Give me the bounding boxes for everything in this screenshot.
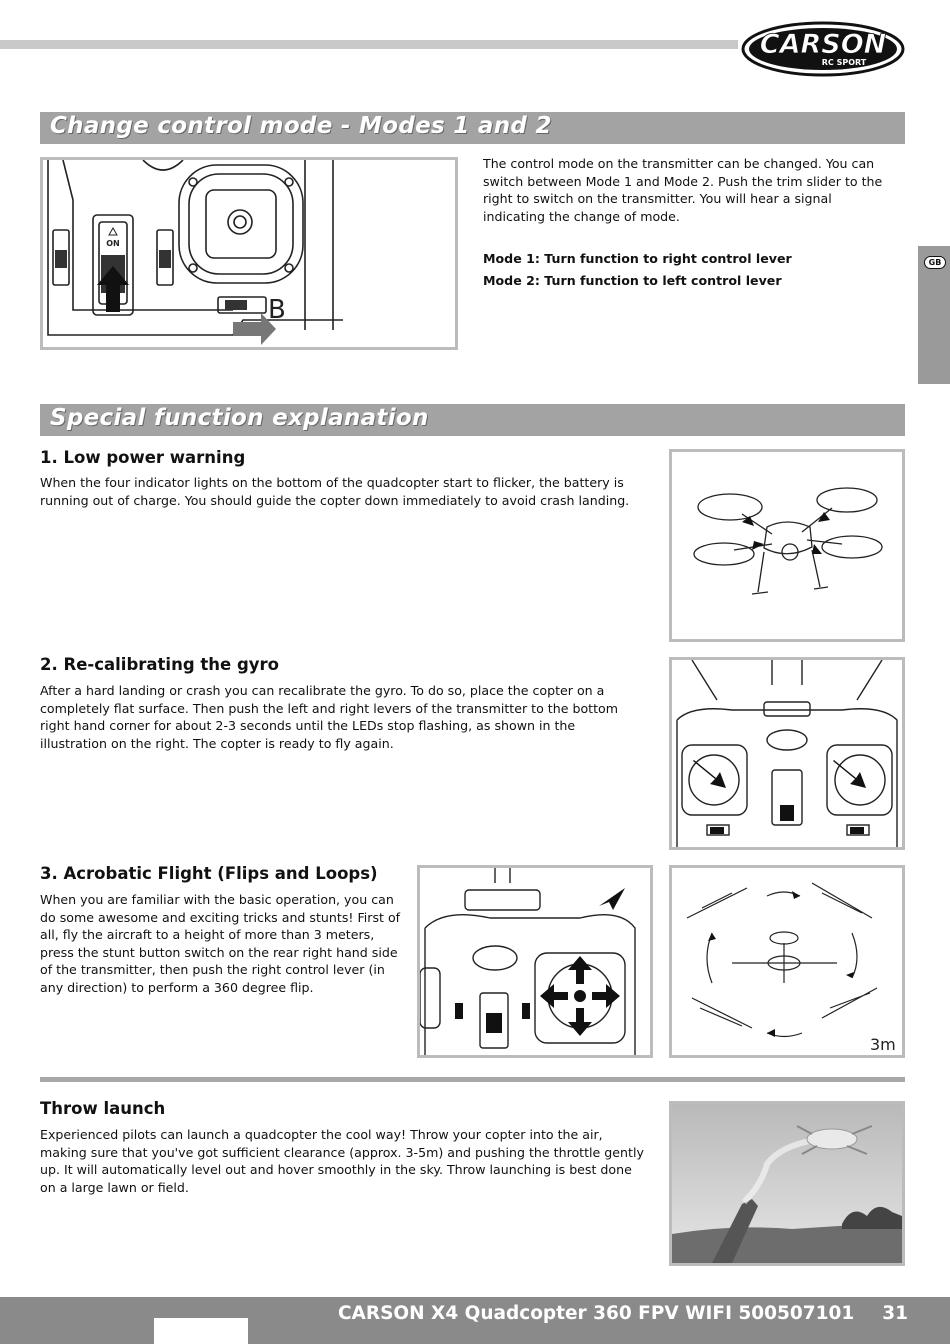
section-title: Special function explanation bbox=[50, 405, 429, 431]
page-number: 31 bbox=[882, 1303, 908, 1324]
carson-logo bbox=[740, 20, 906, 78]
section-banner-special-function bbox=[40, 404, 905, 436]
section-divider bbox=[40, 1077, 905, 1082]
mode-2-text: Mode 2: Turn function to left control lever bbox=[483, 273, 782, 288]
recalibrating-gyro-heading: 2. Re-calibrating the gyro bbox=[40, 655, 280, 674]
footer-product-line bbox=[338, 1303, 908, 1324]
transmitter-mode-switch-figure bbox=[40, 157, 458, 350]
control-mode-description: The control mode on the transmitter can be changed. You can switch between Mode 1 and Mode 2. Push the trim slider to the right to switch on the transmitter. You will hear a signal indicating the change of mode. bbox=[483, 156, 883, 224]
quadcopter-indicator-lights-figure bbox=[669, 449, 905, 642]
section-banner-control-mode bbox=[40, 112, 905, 144]
svg-text:RC SPORT: RC SPORT bbox=[821, 58, 867, 67]
throw-launch-photo bbox=[669, 1101, 905, 1266]
low-power-warning-text: When the four indicator lights on the bottom of the quadcopter start to flicker, the battery is running out of charge. You should guide the copter down immediately to avoid crash landing. bbox=[40, 475, 630, 508]
recalibrating-gyro-text: After a hard landing or crash you can recalibrate the gyro. To do so, place the copter on a completely flat surface. Then push the left and right levers of the transmitter to the bottom right hand corner for about 2-3 seconds until the LEDs stop flashing, as shown in the illustration on the right. The copter is ready to fly again. bbox=[40, 683, 619, 751]
throw-launch-heading: Throw launch bbox=[40, 1099, 166, 1118]
flip-sequence-figure bbox=[669, 865, 905, 1058]
language-badge: GB bbox=[924, 256, 946, 269]
footer-product: CARSON X4 Quadcopter 360 FPV WIFI 500507101 bbox=[337, 1303, 855, 1324]
svg-text:B: B bbox=[268, 295, 286, 325]
acrobatic-flight-text: When you are familiar with the basic operation, you can do some awesome and exciting tricks and stunts! First of all, fly the aircraft to a height of more than 3 meters, press the stunt button switch on the rear right hand side of the transmitter, then push the right control lever (in any direction) to perform a 360 degree flip. bbox=[40, 892, 401, 995]
svg-text:3m: 3m bbox=[870, 1035, 896, 1054]
svg-text:ON: ON bbox=[106, 239, 120, 248]
footer-white-block bbox=[154, 1318, 248, 1344]
section-title: Change control mode - Modes 1 and 2 bbox=[50, 113, 552, 139]
acrobatic-flight-heading: 3. Acrobatic Flight (Flips and Loops) bbox=[40, 864, 378, 883]
transmitter-recalibration-figure bbox=[669, 657, 905, 850]
low-power-warning-heading: 1. Low power warning bbox=[40, 448, 246, 467]
header-rule bbox=[0, 40, 738, 49]
mode-1-text: Mode 1: Turn function to right control lever bbox=[483, 251, 792, 266]
svg-text:CARSON: CARSON bbox=[759, 29, 887, 60]
transmitter-stunt-button-figure bbox=[417, 865, 653, 1058]
throw-launch-text: Experienced pilots can launch a quadcopter the cool way! Throw your copter into the air, making sure that you've got sufficient clearance (approx. 3-5m) and pushing the throttle gently up. It will automatically level out and hover smoothly in the sky. Throw launching is best done on a large lawn or field. bbox=[40, 1127, 644, 1195]
